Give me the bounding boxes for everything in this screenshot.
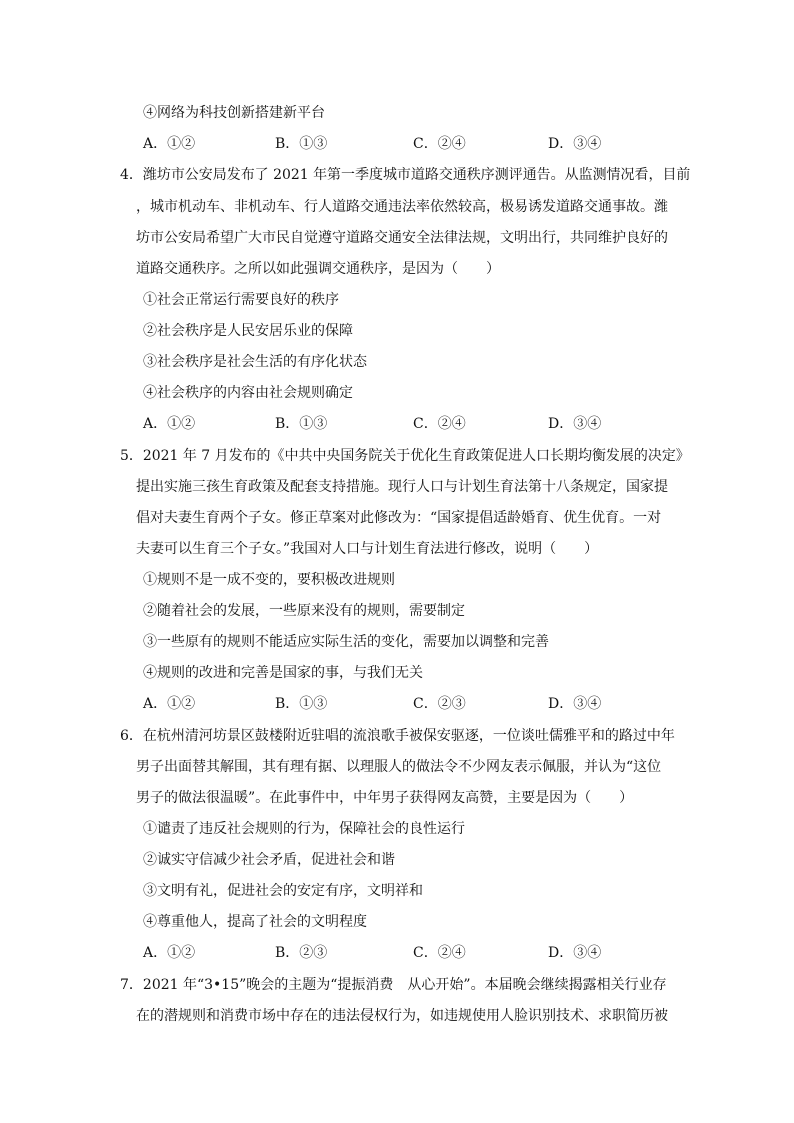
q3-option-b: B．①③ <box>275 136 328 152</box>
q4-stem-line-2: ，城市机动车、非机动车、行人道路交通违法率依然较高，极易诱发道路交通事故。潍 <box>136 199 668 215</box>
q4-statement-2: ②社会秩序是人民安居乐业的保障 <box>143 323 353 339</box>
q6-option-a: A．①② <box>143 945 196 961</box>
q5-statement-4: ④规则的改进和完善是国家的事，与我们无关 <box>143 665 423 681</box>
q4-option-c: C．②④ <box>413 416 466 432</box>
q6-statement-2: ②诚实守信减少社会矛盾，促进社会和谐 <box>143 852 395 868</box>
q6-statement-3: ③文明有礼，促进社会的安定有序，文明祥和 <box>143 883 423 899</box>
q4-statement-4: ④社会秩序的内容由社会规则确定 <box>143 385 353 401</box>
q3-option-d: D．③④ <box>548 136 602 152</box>
q5-option-d: D．③④ <box>548 696 602 712</box>
q5-stem-line-1: 5．2021 年 7 月发布的《中共中央国务院关于优化生育政策促进人口长期均衡发展的决定》 <box>120 448 690 464</box>
q4-options <box>143 412 743 436</box>
q5-stem-line-2: 提出实施三孩生育政策及配套支持措施。现行人口与计划生育法第十八条规定，国家提 <box>136 479 668 495</box>
q6-statement-4: ④尊重他人，提高了社会的文明程度 <box>143 914 367 930</box>
q6-stem-line-1: 6．在杭州清河坊景区鼓楼附近驻唱的流浪歌手被保安驱逐，一位谈吐儒雅平和的路过中年 <box>120 728 675 744</box>
q4-stem-line-4: 道路交通秩序。之所以如此强调交通秩序，是因为（ ） <box>136 261 500 277</box>
q4-stem-line-3: 坊市公安局希望广大市民自觉遵守道路交通安全法律法规，文明出行，共同维护良好的 <box>136 230 668 246</box>
q5-stem-line-4: 夫妻可以生育三个子女。”我国对人口与计划生育法进行修改，说明（ ） <box>136 541 599 557</box>
q4-option-a: A．①② <box>143 416 196 432</box>
q3-option-c: C．②④ <box>413 136 466 152</box>
q5-statement-1: ①规则不是一成不变的，要积极改进规则 <box>143 572 395 588</box>
q3-option-a: A．①② <box>143 136 196 152</box>
q6-options <box>143 941 743 965</box>
q5-options <box>143 692 743 716</box>
q4-stem-line-1: 4．潍坊市公安局发布了 2021 年第一季度城市道路交通秩序测评通告。从监测情况看，目前 <box>120 167 691 183</box>
q5-option-c: C．②③ <box>413 696 466 712</box>
q4-statement-3: ③社会秩序是社会生活的有序化状态 <box>143 354 367 370</box>
q5-statement-3: ③一些原有的规则不能适应实际生活的变化，需要加以调整和完善 <box>143 634 549 650</box>
q6-option-b: B．②③ <box>275 945 328 961</box>
q6-statement-1: ①谴责了违反社会规则的行为，保障社会的良性运行 <box>143 821 465 837</box>
q3-statement-4: ④网络为科技创新搭建新平台 <box>143 105 325 121</box>
q4-option-d: D．③④ <box>548 416 602 432</box>
q6-option-c: C．②④ <box>413 945 466 961</box>
q4-statement-1: ①社会正常运行需要良好的秩序 <box>143 292 339 308</box>
q7-stem-line-1: 7．2021 年“3•15”晚会的主题为“提振消费 从心开始”。本届晚会继续揭露相关行业存 <box>120 977 667 993</box>
q5-statement-2: ②随着社会的发展，一些原来没有的规则，需要制定 <box>143 603 465 619</box>
q5-option-a: A．①② <box>143 696 196 712</box>
q5-option-b: B．①③ <box>275 696 328 712</box>
q6-stem-line-2: 男子出面替其解围，其有理有据、以理服人的做法令不少网友表示佩服，并认为“这位 <box>136 759 662 775</box>
q6-stem-line-3: 男子的做法很温暖”。在此事件中，中年男子获得网友高赞，主要是因为（ ） <box>136 790 634 806</box>
q7-stem-line-2: 在的潜规则和消费市场中存在的违法侵权行为，如违规使用人脸识别技术、求职简历被 <box>136 1008 668 1024</box>
q6-option-d: D．③④ <box>548 945 602 961</box>
q3-options <box>143 132 743 156</box>
q5-stem-line-3: 倡对夫妻生育两个子女。修正草案对此修改为：“国家提倡适龄婚育、优生优育。一对 <box>136 510 662 526</box>
q4-option-b: B．①③ <box>275 416 328 432</box>
